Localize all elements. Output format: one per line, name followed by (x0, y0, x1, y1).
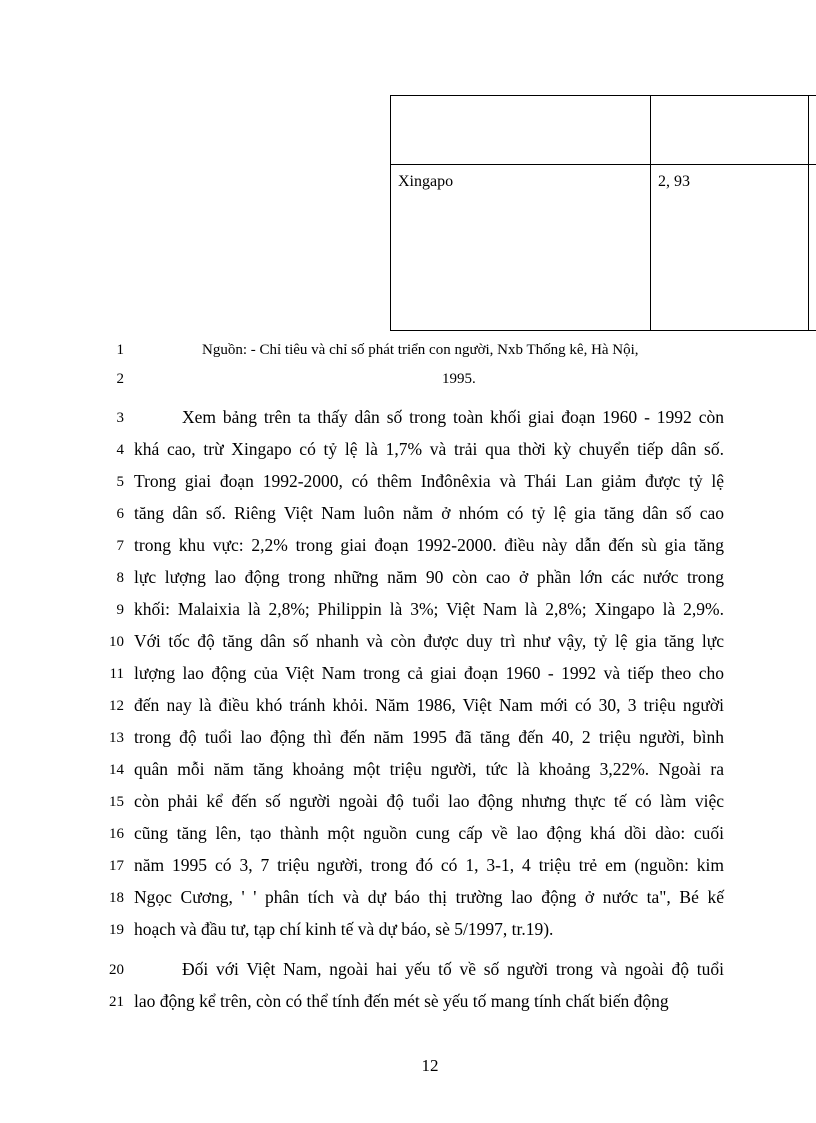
paragraph-line: Trong giai đoạn 1992-2000, có thêm Inđônêxia và Thái Lan giảm được tỷ lệ (134, 471, 724, 491)
paragraph-line: năm 1995 có 3, 7 triệu người, trong đó có 1, 3-1, 4 triệu trẻ em (nguồn: kim (134, 855, 724, 875)
line-number: 9 (116, 602, 124, 618)
line-number: 6 (116, 506, 124, 522)
table-cell-country: Xingapo (398, 173, 454, 190)
paragraph-line: lực lượng lao động trong những năm 90 còn cao ở phần lớn các nước trong (134, 567, 724, 587)
line-number: 5 (116, 474, 124, 490)
line-number: 14 (109, 762, 124, 778)
table-row-header (390, 95, 816, 165)
line-number: 18 (109, 890, 124, 906)
paragraph-line: Đối với Việt Nam, ngoài hai yếu tố về số người trong và ngoài độ tuổi (182, 959, 724, 979)
line-number: 4 (116, 442, 124, 458)
line-number: 8 (116, 570, 124, 586)
paragraph-line: quân mỗi năm tăng khoảng một triệu người, tức là khoảng 3,22%. Ngoài ra (134, 759, 724, 779)
line-number: 16 (109, 826, 124, 842)
line-number: 2 (116, 371, 124, 387)
line-number: 3 (116, 410, 124, 426)
table-row (390, 163, 816, 331)
paragraph-line: đến nay là điều khó tránh khỏi. Năm 1986, Việt Nam mới có 30, 3 triệu người (134, 695, 724, 715)
paragraph-line: khá cao, trừ Xingapo có tỷ lệ là 1,7% và trải qua thời kỳ chuyển tiếp dân số. (134, 439, 724, 459)
line-number: 13 (109, 730, 124, 746)
table-column-divider (808, 95, 809, 330)
table-column-divider (650, 95, 651, 330)
data-table-fragment (390, 95, 816, 331)
paragraph-line: hoạch và đầu tư, tạp chí kinh tế và dự báo, sè 5/1997, tr.19). (134, 919, 554, 939)
paragraph-line: còn phải kể đến số người ngoài độ tuổi lao động nhưng thực tế có làm việc (134, 791, 724, 811)
paragraph-line: lao động kể trên, còn có thể tính đến mét sè yếu tố mang tính chất biến động (134, 991, 669, 1011)
paragraph-line: cũng tăng lên, tạo thành một nguồn cung cấp về lao động khá dồi dào: cuối (134, 823, 724, 843)
source-note-line1: Nguồn: - Chỉ tiêu và chỉ số phát triển con người, Nxb Thống kê, Hà Nội, (202, 342, 639, 358)
line-number: 11 (109, 666, 124, 682)
line-number: 20 (109, 962, 124, 978)
paragraph-line: Ngọc Cương, ' ' phân tích và dự báo thị trường lao động ở nước ta", Bé kế (134, 887, 724, 907)
paragraph-line: tăng dân số. Riêng Việt Nam luôn nằm ở nhóm có tỷ lệ gia tăng dân số cao (134, 503, 724, 523)
paragraph-line: lượng lao động của Việt Nam trong cả giai đoạn 1960 - 1992 và tiếp theo cho (134, 663, 724, 683)
paragraph-line: trong độ tuổi lao động thì đến năm 1995 đã tăng đến 40, 2 triệu người, bình (134, 727, 724, 747)
line-number: 15 (109, 794, 124, 810)
line-number: 1 (116, 342, 124, 358)
line-number: 17 (109, 858, 124, 874)
table-cell-value: 2, 93 (658, 173, 690, 190)
paragraph-line: khối: Malaixia là 2,8%; Philippin là 3%; Việt Nam là 2,8%; Xingapo là 2,9%. (134, 599, 724, 619)
page-number: 12 (421, 1056, 439, 1075)
line-number: 10 (109, 634, 124, 650)
line-number: 19 (109, 922, 124, 938)
line-number: 21 (109, 994, 124, 1010)
paragraph-line: trong khu vực: 2,2% trong giai đoạn 1992-2000. điều này dẫn đến sù gia tăng (134, 535, 724, 555)
paragraph-line: Với tốc độ tăng dân số nhanh và còn được duy trì như vậy, tỷ lệ gia tăng lực (134, 631, 724, 651)
line-number: 12 (109, 698, 124, 714)
line-number: 7 (116, 538, 124, 554)
source-note-line2: 1995. (442, 371, 476, 387)
paragraph-line: Xem bảng trên ta thấy dân số trong toàn khối giai đoạn 1960 - 1992 còn (182, 407, 724, 427)
